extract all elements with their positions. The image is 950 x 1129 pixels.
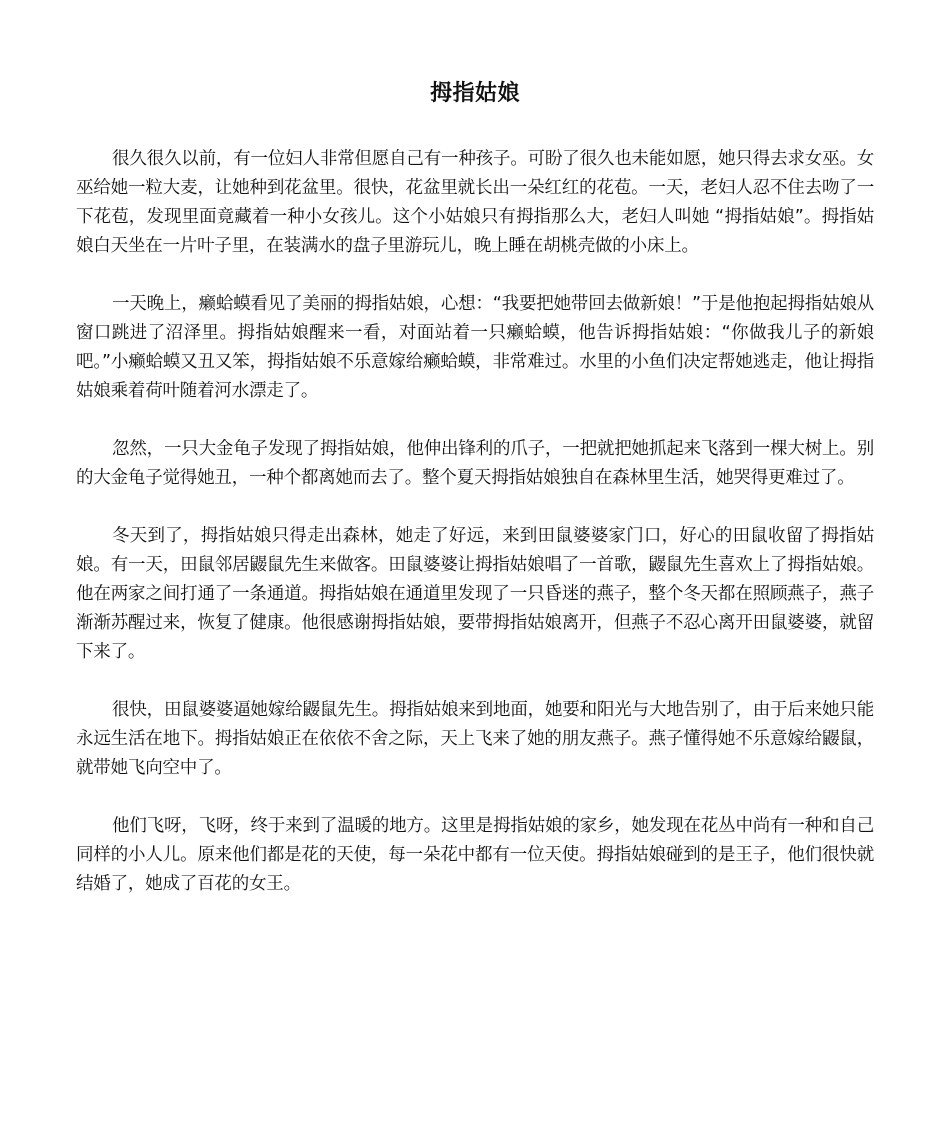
document-body	[76, 145, 874, 899]
paragraph: 很久很久以前，有一位妇人非常但愿自己有一种孩子。可盼了很久也未能如愿，她只得去求女巫。女巫给她一粒大麦，让她种到花盆里。很快，花盆里就长出一朵红红的花苞。一天，老妇人忍不住去吻了一下花苞，发现里面竟藏着一种小女孩儿。这个小姑娘只有拇指那么大，老妇人叫她 “拇指姑娘”。拇指姑娘白天坐在一片叶子里，在装满水的盘子里游玩儿，晚上睡在胡桃壳做的小床上。	[76, 149, 874, 256]
paragraph: 很快，田鼠婆婆逼她嫁给鼹鼠先生。拇指姑娘来到地面，她要和阳光与大地告别了，由于后来她只能永远生活在地下。拇指姑娘正在依依不舍之际，天上飞来了她的朋友燕子。燕子懂得她不乐意嫁给鼹鼠，就带她飞向空中了。	[76, 700, 874, 778]
paragraph: 冬天到了，拇指姑娘只得走出森林，她走了好远，来到田鼠婆婆家门口，好心的田鼠收留了拇指姑娘。有一天，田鼠邻居鼹鼠先生来做客。田鼠婆婆让拇指姑娘唱了一首歌，鼹鼠先生喜欢上了拇指姑娘。他在两家之间打通了一条通道。拇指姑娘在通道里发现了一只昏迷的燕子，整个冬天都在照顾燕子，燕子渐渐苏醒过来，恢复了健康。他很感谢拇指姑娘，要带拇指姑娘离开，但燕子不忍心离开田鼠婆婆，就留下来了。	[76, 526, 874, 662]
paragraph: 忽然，一只大金龟子发现了拇指姑娘，他伸出锋利的爪子，一把就把她抓起来飞落到一棵大树上。别的大金龟子觉得她丑，一种个都离她而去了。整个夏天拇指姑娘独自在森林里生活，她哭得更难过了。	[76, 439, 874, 488]
document-title: 拇指姑娘	[429, 81, 520, 106]
paragraph: 一天晚上，癞蛤蟆看见了美丽的拇指姑娘，心想：“我要把她带回去做新娘！”于是他抱起拇指姑娘从窗口跳进了沼泽里。拇指姑娘醒来一看，对面站着一只癞蛤蟆，他告诉拇指姑娘：“你做我儿子的新娘吧。”小癞蛤蟆又丑又笨，拇指姑娘不乐意嫁给癞蛤蟆，非常难过。水里的小鱼们决定帮她逃走，他让拇指姑娘乘着荷叶随着河水漂走了。	[76, 294, 874, 401]
paragraph: 他们飞呀，飞呀，终于来到了温暖的地方。这里是拇指姑娘的家乡，她发现在花丛中尚有一种和自己同样的小人儿。原来他们都是花的天使，每一朵花中都有一位天使。拇指姑娘碰到的是王子，他们很快就结婚了，她成了百花的女王。	[76, 816, 874, 894]
